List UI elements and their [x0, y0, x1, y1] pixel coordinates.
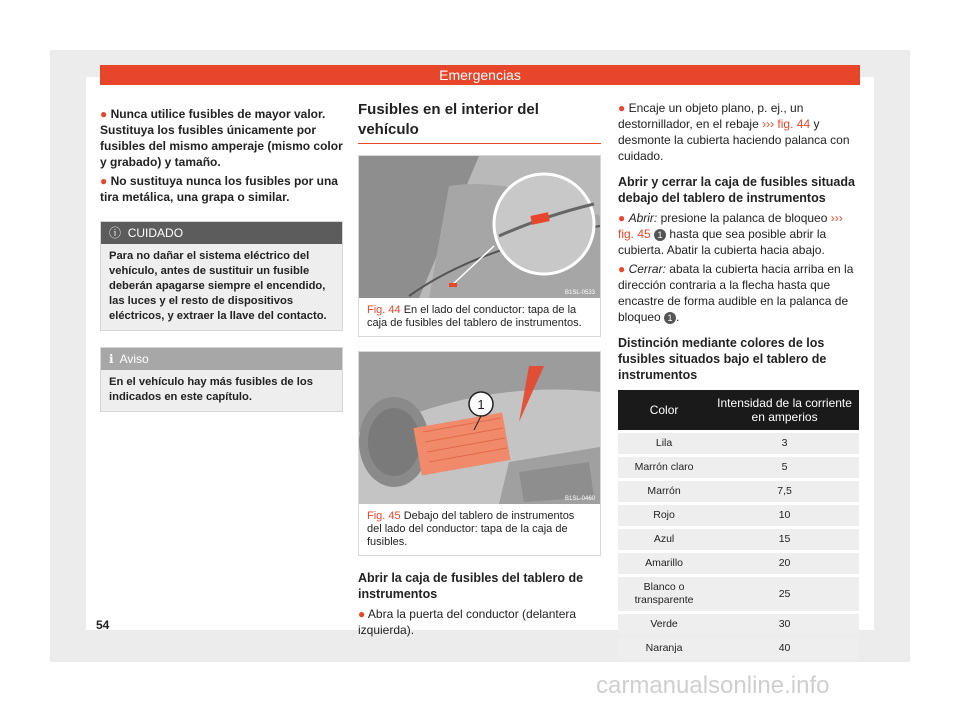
callout-badge: 1: [664, 312, 676, 324]
table-row: Azul 15: [618, 529, 859, 550]
right-column: [618, 100, 861, 662]
caution-box: [100, 221, 343, 331]
step-item: ● Cerrar: abata la cubierta hacia arriba en la dirección contraria a la flecha hasta que encastre de forma audible en la palanca de bloqueo 1 .: [618, 262, 854, 324]
note-text: En el vehículo hay más fusibles de los indicados en este capítulo.: [101, 370, 342, 411]
table-row: Amarillo 20: [618, 553, 859, 574]
subheading: Abrir y cerrar la caja de fusibles situada debajo del tablero de instrumentos: [618, 175, 855, 205]
callout-number: 1: [477, 397, 485, 412]
alert-icon: ⓘ: [109, 226, 122, 240]
note-box: [100, 347, 343, 412]
fuse-color-table: [618, 387, 859, 662]
table-row: Lila 3: [618, 433, 859, 454]
step-item: ● Abrir: presione la palanca de bloqueo ››› fig. 45 1 hasta que sea posible abrir la cubierta. Abatir la cubierta hacia abajo.: [618, 211, 843, 257]
callout-badge: 1: [654, 229, 666, 241]
page-number: 54: [96, 618, 110, 632]
under-dashboard-photo: [359, 352, 600, 504]
step-item: ● Encaje un objeto plano, p. ej., un destornillador, en el rebaje ››› fig. 44 y desmonte la cubierta haciendo palanca con cuidado.: [618, 101, 850, 163]
watermark: carmanualsonline.info: [596, 672, 830, 699]
figure-45-image: [359, 352, 600, 504]
dashboard-side-photo: [359, 156, 600, 298]
table-row: Marrón claro 5: [618, 457, 859, 478]
column-header: Intensidad de la corriente en amperios: [710, 390, 859, 430]
caution-header: ⓘ CUIDADO: [101, 222, 342, 244]
table-row: Blanco o transparente 25: [618, 577, 859, 611]
section-title: Fusibles en el interior del vehículo: [358, 100, 601, 144]
figure-45: [358, 351, 601, 556]
info-icon: ℹ: [109, 352, 114, 366]
figure-link[interactable]: ››› fig. 45: [618, 211, 843, 241]
column-header: Color: [618, 390, 710, 430]
table-row: Rojo 10: [618, 505, 859, 526]
warning-item: ● Nunca utilice fusibles de mayor valor. Sustituya los fusibles únicamente por fusibles del mismo amperaje (mismo color y grabado) y tamaño.: [100, 107, 343, 169]
middle-column: [358, 100, 601, 641]
table-row: Naranja 40: [618, 638, 859, 659]
note-header: ℹ Aviso: [101, 348, 342, 370]
table-title: Distinción mediante colores de los fusibles situados bajo el tablero de instrumentos: [618, 336, 827, 382]
figure-code: B1SL-0533: [565, 290, 596, 296]
figure-44-image: [359, 156, 600, 298]
figure-link[interactable]: ››› fig. 44: [762, 117, 811, 131]
page-header: Emergencias: [100, 65, 860, 85]
left-column: [100, 106, 343, 412]
step-item: ● Abra la puerta del conductor (delantera izquierda).: [358, 607, 577, 637]
figure-44-caption: Fig. 44 En el lado del conductor: tapa de la caja de fusibles del tablero de instrumentos.: [367, 304, 582, 329]
table-header-row: [618, 390, 859, 430]
subheading: Abrir la caja de fusibles del tablero de instrumentos: [358, 571, 584, 601]
figure-45-caption: Fig. 45 Debajo del tablero de instrumentos del lado del conductor: tapa de la caja de fusibles.: [367, 510, 575, 548]
warning-item: ● No sustituya nunca los fusibles por una tira metálica, una grapa o similar.: [100, 174, 338, 204]
caution-text: Para no dañar el sistema eléctrico del vehículo, antes de sustituir un fusible deberán apagarse siempre el encendido, las luces y el resto de dispositivos eléctricos, y extraer la llave del contacto.: [101, 244, 342, 330]
figure-code: B1SL-0460: [565, 496, 596, 502]
figure-44: [358, 155, 601, 337]
table-row: Marrón 7,5: [618, 481, 859, 502]
table-row: Verde 30: [618, 614, 859, 635]
